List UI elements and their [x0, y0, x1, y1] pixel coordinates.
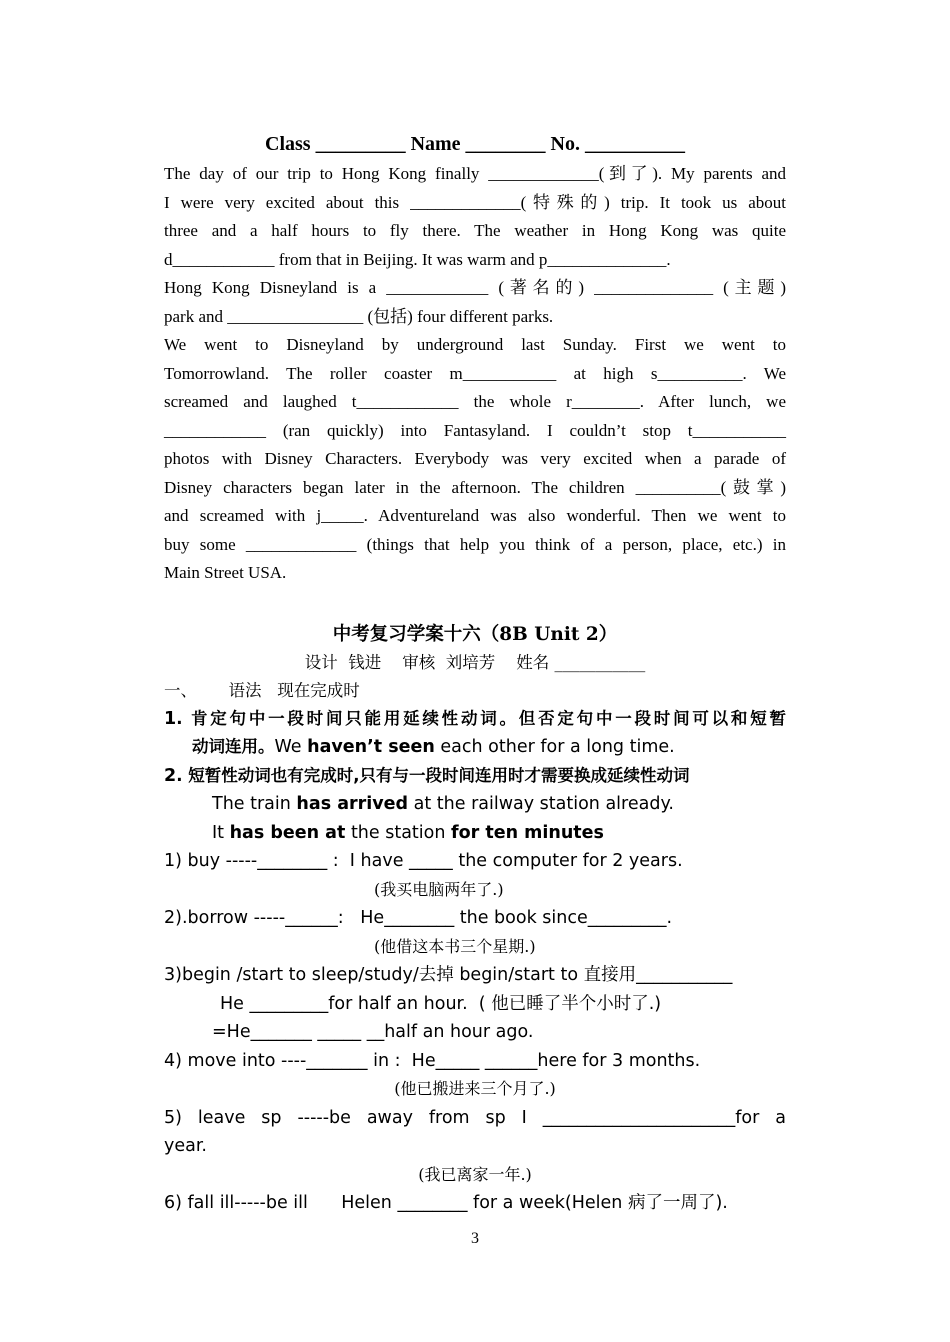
- example-verb: has arrived: [296, 794, 409, 814]
- exercise-item-4: 4) move into ----_______ in : He_____ ______here for 3 months.: [164, 1050, 701, 1071]
- passage-line: Hong Kong Disneyland is a ____________ (著名的) ______________ (主题): [164, 278, 786, 297]
- example-verb: haven’t seen: [307, 737, 435, 757]
- page-number: 3: [471, 1230, 479, 1247]
- passage-line: d____________ from that in Beijing. It was warm and p______________.: [164, 249, 671, 269]
- example-text: We: [274, 737, 308, 757]
- passage-line: screamed and laughed t____________ the whole r________. After lunch, we: [164, 392, 786, 411]
- example-text: at the railway station already.: [408, 794, 674, 814]
- exercise-item-4-note: (他已搬进来三个月了.): [394, 1079, 556, 1098]
- passage-line: Main Street USA.: [164, 563, 287, 582]
- class-name-number-line: Class _________ Name ________ No. __________: [265, 133, 685, 155]
- rule-1-example: [164, 733, 786, 762]
- exercise-item-2-note: (他借这本书三个星期.): [374, 936, 536, 956]
- exercise-item-1-note: (我买电脑两年了.): [374, 879, 504, 899]
- rule-2-number: 2: [164, 765, 177, 786]
- worksheet-page: [164, 128, 786, 1218]
- passage-line: park and ________________ (包括) four different parks.: [164, 306, 554, 326]
- rule-2-example-b: [164, 819, 786, 848]
- passage-line: We went to Disneyland by underground last Sunday. First we went to: [164, 335, 786, 354]
- passage-line: Tomorrowland. The roller coaster m___________ at high s__________. We: [164, 363, 786, 383]
- exercise-item-6: 6) fall ill-----be ill Helen ________ for a week(Helen 病了一周了).: [164, 1193, 728, 1213]
- rule-2-example-a: [164, 790, 786, 819]
- rule-2-text: . 短暂性动词也有完成时,只有与一段时间连用时才需要换成延续性动词: [176, 765, 690, 785]
- example-text: It: [212, 822, 230, 843]
- example-text: The train: [212, 794, 297, 814]
- grammar-notes: [164, 705, 786, 1218]
- exercise-item-5-note: (我已离家一年.): [418, 1164, 532, 1184]
- passage-line: and screamed with j_____. Adventureland was also wonderful. Then we went to: [164, 506, 786, 525]
- exercise-item-5: 5) leave sp -----be away from sp I ______________________for a: [164, 1107, 786, 1128]
- rule-1-text-cont: 动词连用。: [192, 737, 275, 756]
- example-text: each other for a long time.: [434, 737, 675, 757]
- rule-1-text: . 肯定句中一段时间只能用延续性动词。但否定句中一段时间可以和短暂: [176, 708, 786, 728]
- example-text: the station: [345, 822, 452, 843]
- exercise-item-1: 1) buy -----________ : I have _____ the computer for 2 years.: [164, 851, 683, 871]
- passage-line: photos with Disney Characters. Everybody was very excited when a parade of: [164, 449, 786, 468]
- exercise-item-5-cont: year.: [164, 1136, 207, 1156]
- rule-1: [164, 705, 786, 734]
- rule-1-number: 1: [164, 708, 177, 729]
- passage-line: The day of our trip to Hong Kong finally _____________(到了). My parents and: [164, 164, 786, 183]
- example-verb: has been at: [229, 822, 346, 843]
- exercise-item-3: 3)begin /start to sleep/study/去掉 begin/start to 直接用___________: [164, 965, 733, 985]
- rule-2: [164, 762, 786, 791]
- credits-line: 设计 钱进 审核 刘培芳 姓名 ___________: [304, 652, 646, 672]
- unit-title: 中考复习学案十六（8B Unit 2）: [332, 623, 618, 645]
- passage-line: three and a half hours to fly there. The weather in Hong Kong was quite: [164, 221, 786, 240]
- passage-line: I were very excited about this _____________(特殊的) trip. It took us about: [164, 192, 786, 212]
- example-duration: for ten minutes: [451, 822, 604, 843]
- hong-kong-passage: [164, 160, 786, 588]
- grammar-section-heading: 一、 语法 现在完成时: [164, 680, 360, 700]
- exercise-item-3-b: =He_______ _____ __half an hour ago.: [212, 1022, 534, 1042]
- passage-line: ____________ (ran quickly) into Fantasyland. I couldn’t stop t___________: [164, 420, 786, 440]
- exercise-item-3-a: He _________for half an hour. ( 他已睡了半个小时了.): [220, 993, 662, 1014]
- passage-line: Disney characters began later in the afternoon. The children __________(鼓掌): [164, 477, 786, 497]
- exercise-item-2: 2).borrow -----______: He________ the book since_________.: [164, 908, 673, 928]
- passage-line: buy some _____________ (things that help you think of a person, place, etc.) in: [164, 534, 786, 554]
